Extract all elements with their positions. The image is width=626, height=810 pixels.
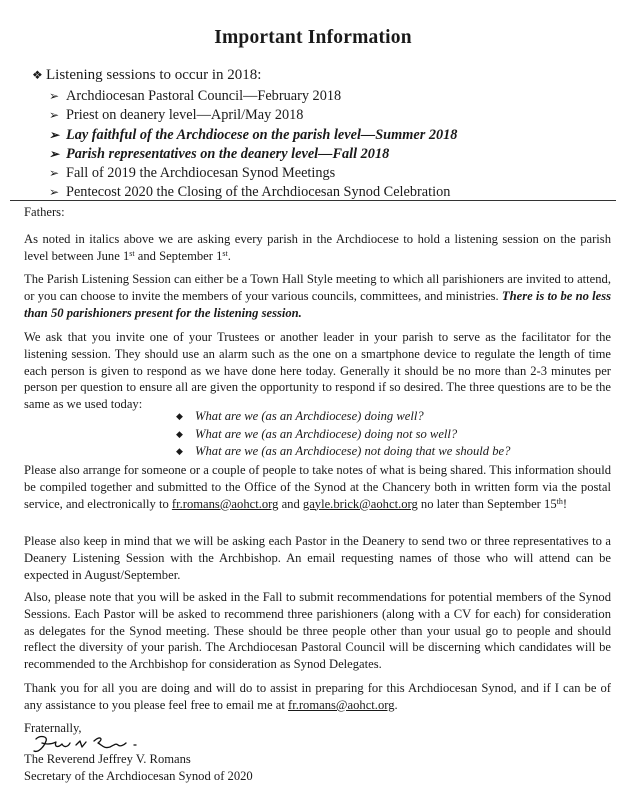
arrow-bullet-icon: ➢: [49, 185, 60, 200]
list-item: ➢ Pentecost 2020 the Closing of the Archdiocesan Synod Celebration: [49, 183, 457, 202]
list-item: ➢ Priest on deanery level—April/May 2018: [49, 106, 457, 125]
paragraph-deanery: Please also keep in mind that we will be asking each Pastor in the Deanery to send two or three representatives to a Deanery Listening Session with the Archbishop. An email requesting names of those who will attend can be expected in August/September.: [24, 534, 611, 582]
questions-list: [176, 408, 510, 461]
arrow-bullet-icon: ➢: [49, 127, 60, 142]
list-item: ➢ Archdiocesan Pastoral Council—February 2018: [49, 87, 457, 106]
list-item: ◆ What are we (as an Archdiocese) not doing that we should be?: [176, 443, 510, 461]
arrow-bullet-icon: ➢: [49, 89, 60, 103]
paragraph-recommendations: Also, please note that you will be asked in the Fall to submit recommendations for potential members of the Synod Sessions. Each Pastor will be asked to recommend three parishioners (along with a CV for each) for consideration as delegates for the Synod meeting. These should be three people other than your usual go to people and should reflect the diversity of your parish. The Archdiocesan Pastoral Council will be discerning which candidates will be recommended to the Archbishop for consideration as Synod Delegates.: [24, 590, 611, 672]
salutation: Fathers:: [24, 205, 65, 219]
list-item: ◆ What are we (as an Archdiocese) doing not so well?: [176, 426, 510, 444]
diamond-bullet-icon: ◆: [176, 446, 183, 456]
attendance-requirement: There is to be no less than 50 parishioners present for the listening session.: [24, 288, 612, 320]
email-link-romans-2[interactable]: fr.romans@aohct.org: [288, 697, 395, 712]
divider: [10, 200, 616, 201]
arrow-bullet-icon: ➢: [49, 108, 60, 123]
list-item: ➢ Parish representatives on the deanery level—Fall 2018: [49, 145, 457, 164]
signer-name: The Reverend Jeffrey V. Romans: [24, 752, 191, 766]
arrow-bullet-icon: ➢: [49, 166, 60, 181]
signer-title: Secretary of the Archdiocesan Synod of 2020: [24, 769, 253, 783]
sessions-lead-text: Listening sessions to occur in 2018:: [46, 67, 262, 83]
four-diamond-bullet-icon: ❖: [32, 68, 43, 82]
closing: Fraternally,: [24, 721, 82, 735]
email-link-brick[interactable]: gayle.brick@aohct.org: [302, 496, 418, 511]
diamond-bullet-icon: ◆: [176, 428, 183, 439]
diamond-bullet-icon: ◆: [176, 411, 183, 421]
list-item: ➢ Fall of 2019 the Archdiocesan Synod Meetings: [49, 164, 457, 183]
sessions-lead: [32, 67, 261, 84]
paragraph-facilitator: We ask that you invite one of your Trustees or another leader in your parish to serve as the facilitator for the listening session. They should use an alarm such as the one on a smartphone device to regulate the length of time each person is given to respond as we have done here today. Generally it should be no more than 2-3 minutes per person per question to ensure all are given the opportunity to respond if so desired. The three questions are to be the same as we used today:: [24, 330, 611, 412]
paragraph-session-format: The Parish Listening Session can either be a Town Hall Style meeting to which all parishioners are invited to attend, or you can choose to invite the members of your various councils, committees, and ministries. There is to be no less than 50 parishioners present for the listening session.: [24, 272, 612, 320]
list-item: ➢ Lay faithful of the Archdiocese on the parish level—Summer 2018: [49, 126, 457, 145]
paragraph-dates: As noted in italics above we are asking every parish in the Archdiocese to hold a listening session on the parish level between June 1st and September 1st.: [24, 232, 611, 263]
paragraph-thanks: Thank you for all you are doing and will do to assist in preparing for this Archdiocesan Synod, and if I can be of any assistance to you please feel free to email me at fr.romans@aohct.org.: [24, 681, 611, 712]
email-link-romans[interactable]: fr.romans@aohct.org: [171, 496, 279, 511]
sessions-list: [49, 87, 457, 203]
paragraph-notes: Please also arrange for someone or a couple of people to take notes of what is being shared. This information should be compiled together and submitted to the Office of the Synod at the Chancery both in written form via the postal service, and electronically to fr.romans@aohct.org and gayle.brick@aohct.org no later than September 15th!: [24, 463, 611, 511]
list-item: ◆ What are we (as an Archdiocese) doing well?: [176, 408, 510, 426]
arrow-bullet-icon: ➢: [49, 146, 60, 161]
page-title: Important Information: [214, 27, 412, 48]
